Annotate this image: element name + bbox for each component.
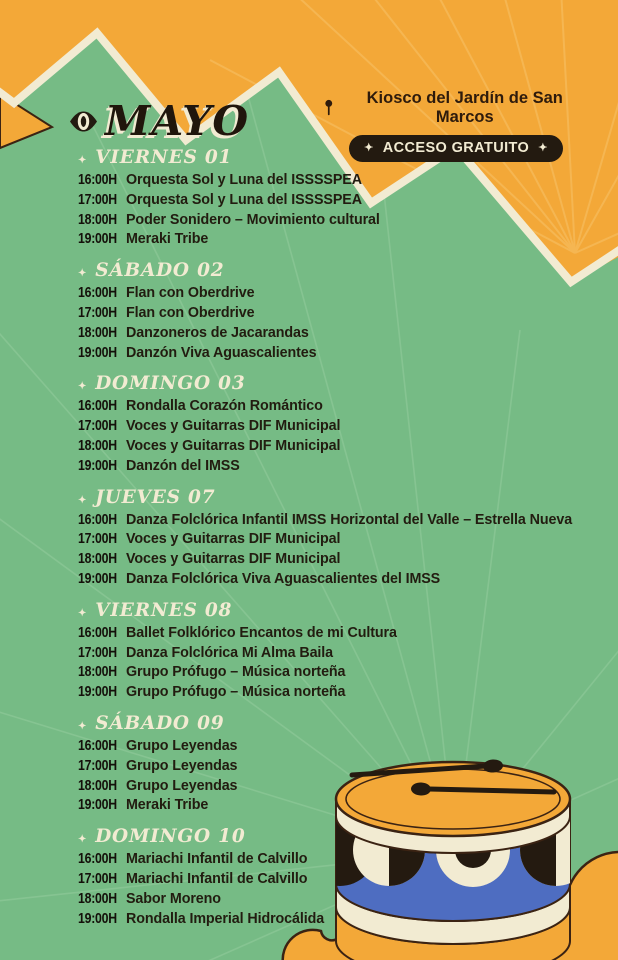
- event-title: Flan con Oberdrive: [126, 285, 255, 302]
- event-title: Danzón Viva Aguascalientes: [126, 344, 317, 361]
- day-section: [78, 600, 618, 703]
- event-time: 19:00H: [78, 569, 117, 587]
- day-name: VIERNES 08: [95, 599, 233, 621]
- event-title: Mariachi Infantil de Calvillo: [126, 870, 308, 887]
- day-name: JUEVES 07: [95, 486, 216, 508]
- event-time: 16:00H: [78, 171, 117, 188]
- event-title: Voces y Guitarras DIF Municipal: [126, 531, 341, 548]
- event-time: 16:00H: [78, 510, 117, 528]
- day-header: [78, 713, 618, 737]
- event-time: 19:00H: [78, 456, 117, 474]
- event-time: 16:00H: [78, 284, 117, 302]
- event-time: 18:00H: [78, 663, 117, 681]
- event-time: 16:00H: [78, 397, 117, 415]
- day-section: [78, 147, 618, 250]
- day-header: [78, 487, 618, 511]
- diamond-bullet-icon: ✦: [78, 155, 88, 166]
- event-row: [78, 397, 618, 417]
- event-time: 17:00H: [78, 417, 117, 435]
- event-row: [78, 683, 618, 703]
- event-row: [78, 344, 618, 364]
- day-name: DOMINGO 10: [95, 826, 246, 848]
- event-title: Rondalla Imperial Hidrocálida: [126, 910, 325, 927]
- event-title: Ballet Folklórico Encantos de mi Cultura: [126, 624, 397, 641]
- event-title: Grupo Prófugo – Música norteña: [126, 664, 346, 681]
- day-header: [78, 260, 618, 284]
- event-row: [78, 550, 618, 570]
- event-row: [78, 304, 618, 324]
- event-title: Grupo Leyendas: [126, 777, 238, 794]
- event-row: [78, 230, 618, 250]
- event-time: 17:00H: [78, 869, 117, 887]
- event-time: 17:00H: [78, 190, 117, 208]
- star-icon: ✦: [538, 141, 548, 154]
- event-row: [78, 417, 618, 437]
- location-pin-icon: [323, 99, 335, 117]
- event-title: Danzoneros de Jacarandas: [126, 324, 309, 341]
- event-row: [78, 284, 618, 304]
- event-time: 18:00H: [78, 776, 117, 794]
- diamond-bullet-icon: ✦: [78, 268, 88, 280]
- event-time: 16:00H: [78, 736, 117, 754]
- event-time: 19:00H: [78, 796, 117, 814]
- diamond-bullet-icon: ✦: [78, 607, 88, 619]
- event-title: Voces y Guitarras DIF Municipal: [126, 418, 341, 435]
- day-header: [78, 373, 618, 397]
- brand: [70, 97, 250, 145]
- event-title: Poder Sonidero – Movimiento cultural: [126, 211, 380, 228]
- event-title: Flan con Oberdrive: [126, 304, 255, 321]
- event-time: 18:00H: [78, 210, 117, 228]
- event-time: 19:00H: [78, 230, 117, 248]
- venue-name: Kiosco del Jardín de San Marcos: [366, 89, 563, 126]
- day-name: DOMINGO 03: [95, 373, 246, 395]
- event-title: Orquesta Sol y Luna del ISSSSPEA: [126, 191, 362, 208]
- event-row: [78, 663, 618, 683]
- event-row: [78, 171, 618, 191]
- event-row: [78, 437, 618, 457]
- event-time: 17:00H: [78, 530, 117, 548]
- diamond-bullet-icon: ✦: [78, 381, 88, 393]
- event-title: Danza Folclórica Infantil IMSS Horizontal del Valle – Estrella Nueva: [126, 511, 573, 528]
- event-title: Meraki Tribe: [126, 797, 209, 814]
- day-name: VIERNES 01: [95, 147, 233, 168]
- day-name: SÁBADO 02: [95, 260, 225, 282]
- event-time: 17:00H: [78, 756, 117, 774]
- event-row: [78, 570, 618, 590]
- event-time: 16:00H: [78, 850, 117, 868]
- event-row: [78, 530, 618, 550]
- badge-label: ACCESO GRATUITO: [382, 140, 530, 156]
- drum-illustration: [270, 735, 618, 960]
- event-time: 16:00H: [78, 623, 117, 641]
- event-title: Grupo Prófugo – Música norteña: [126, 684, 346, 701]
- event-time: 17:00H: [78, 643, 117, 661]
- month-title: MAYO: [105, 97, 250, 145]
- event-title: Mariachi Infantil de Calvillo: [126, 851, 308, 868]
- event-time: 18:00H: [78, 889, 117, 907]
- event-row: [78, 644, 618, 664]
- diamond-bullet-icon: ✦: [78, 494, 88, 506]
- day-section: [78, 260, 618, 363]
- day-section: [78, 373, 618, 476]
- event-time: 18:00H: [78, 323, 117, 341]
- venue-line: [323, 89, 589, 127]
- event-row: [78, 457, 618, 477]
- event-row: [78, 624, 618, 644]
- event-title: Orquesta Sol y Luna del ISSSSPEA: [126, 172, 362, 188]
- day-name: SÁBADO 09: [95, 712, 225, 734]
- event-title: Voces y Guitarras DIF Municipal: [126, 551, 341, 568]
- event-time: 18:00H: [78, 550, 117, 568]
- event-time: 17:00H: [78, 303, 117, 321]
- event-title: Meraki Tribe: [126, 231, 209, 248]
- event-row: [78, 211, 618, 231]
- diamond-bullet-icon: ✦: [78, 834, 88, 846]
- event-title: Danza Folclórica Mi Alma Baila: [126, 644, 334, 661]
- event-title: Sabor Moreno: [126, 890, 221, 907]
- event-time: 19:00H: [78, 343, 117, 361]
- star-icon: ✦: [364, 141, 374, 154]
- event-title: Danzón del IMSS: [126, 457, 240, 474]
- event-title: Grupo Leyendas: [126, 757, 238, 774]
- event-time: 18:00H: [78, 436, 117, 454]
- event-title: Rondalla Corazón Romántico: [126, 398, 323, 415]
- event-row: [78, 191, 618, 211]
- diamond-bullet-icon: ✦: [78, 720, 88, 732]
- event-row: [78, 511, 618, 531]
- day-section: [78, 487, 618, 590]
- eye-ornament-icon: [70, 108, 97, 135]
- event-time: 19:00H: [78, 683, 117, 701]
- event-time: 19:00H: [78, 909, 117, 927]
- event-title: Voces y Guitarras DIF Municipal: [126, 437, 341, 454]
- day-header: [78, 600, 618, 624]
- event-title: Grupo Leyendas: [126, 737, 238, 754]
- event-title: Danza Folclórica Viva Aguascalientes del IMSS: [126, 570, 441, 587]
- event-row: [78, 324, 618, 344]
- day-header: [78, 147, 618, 171]
